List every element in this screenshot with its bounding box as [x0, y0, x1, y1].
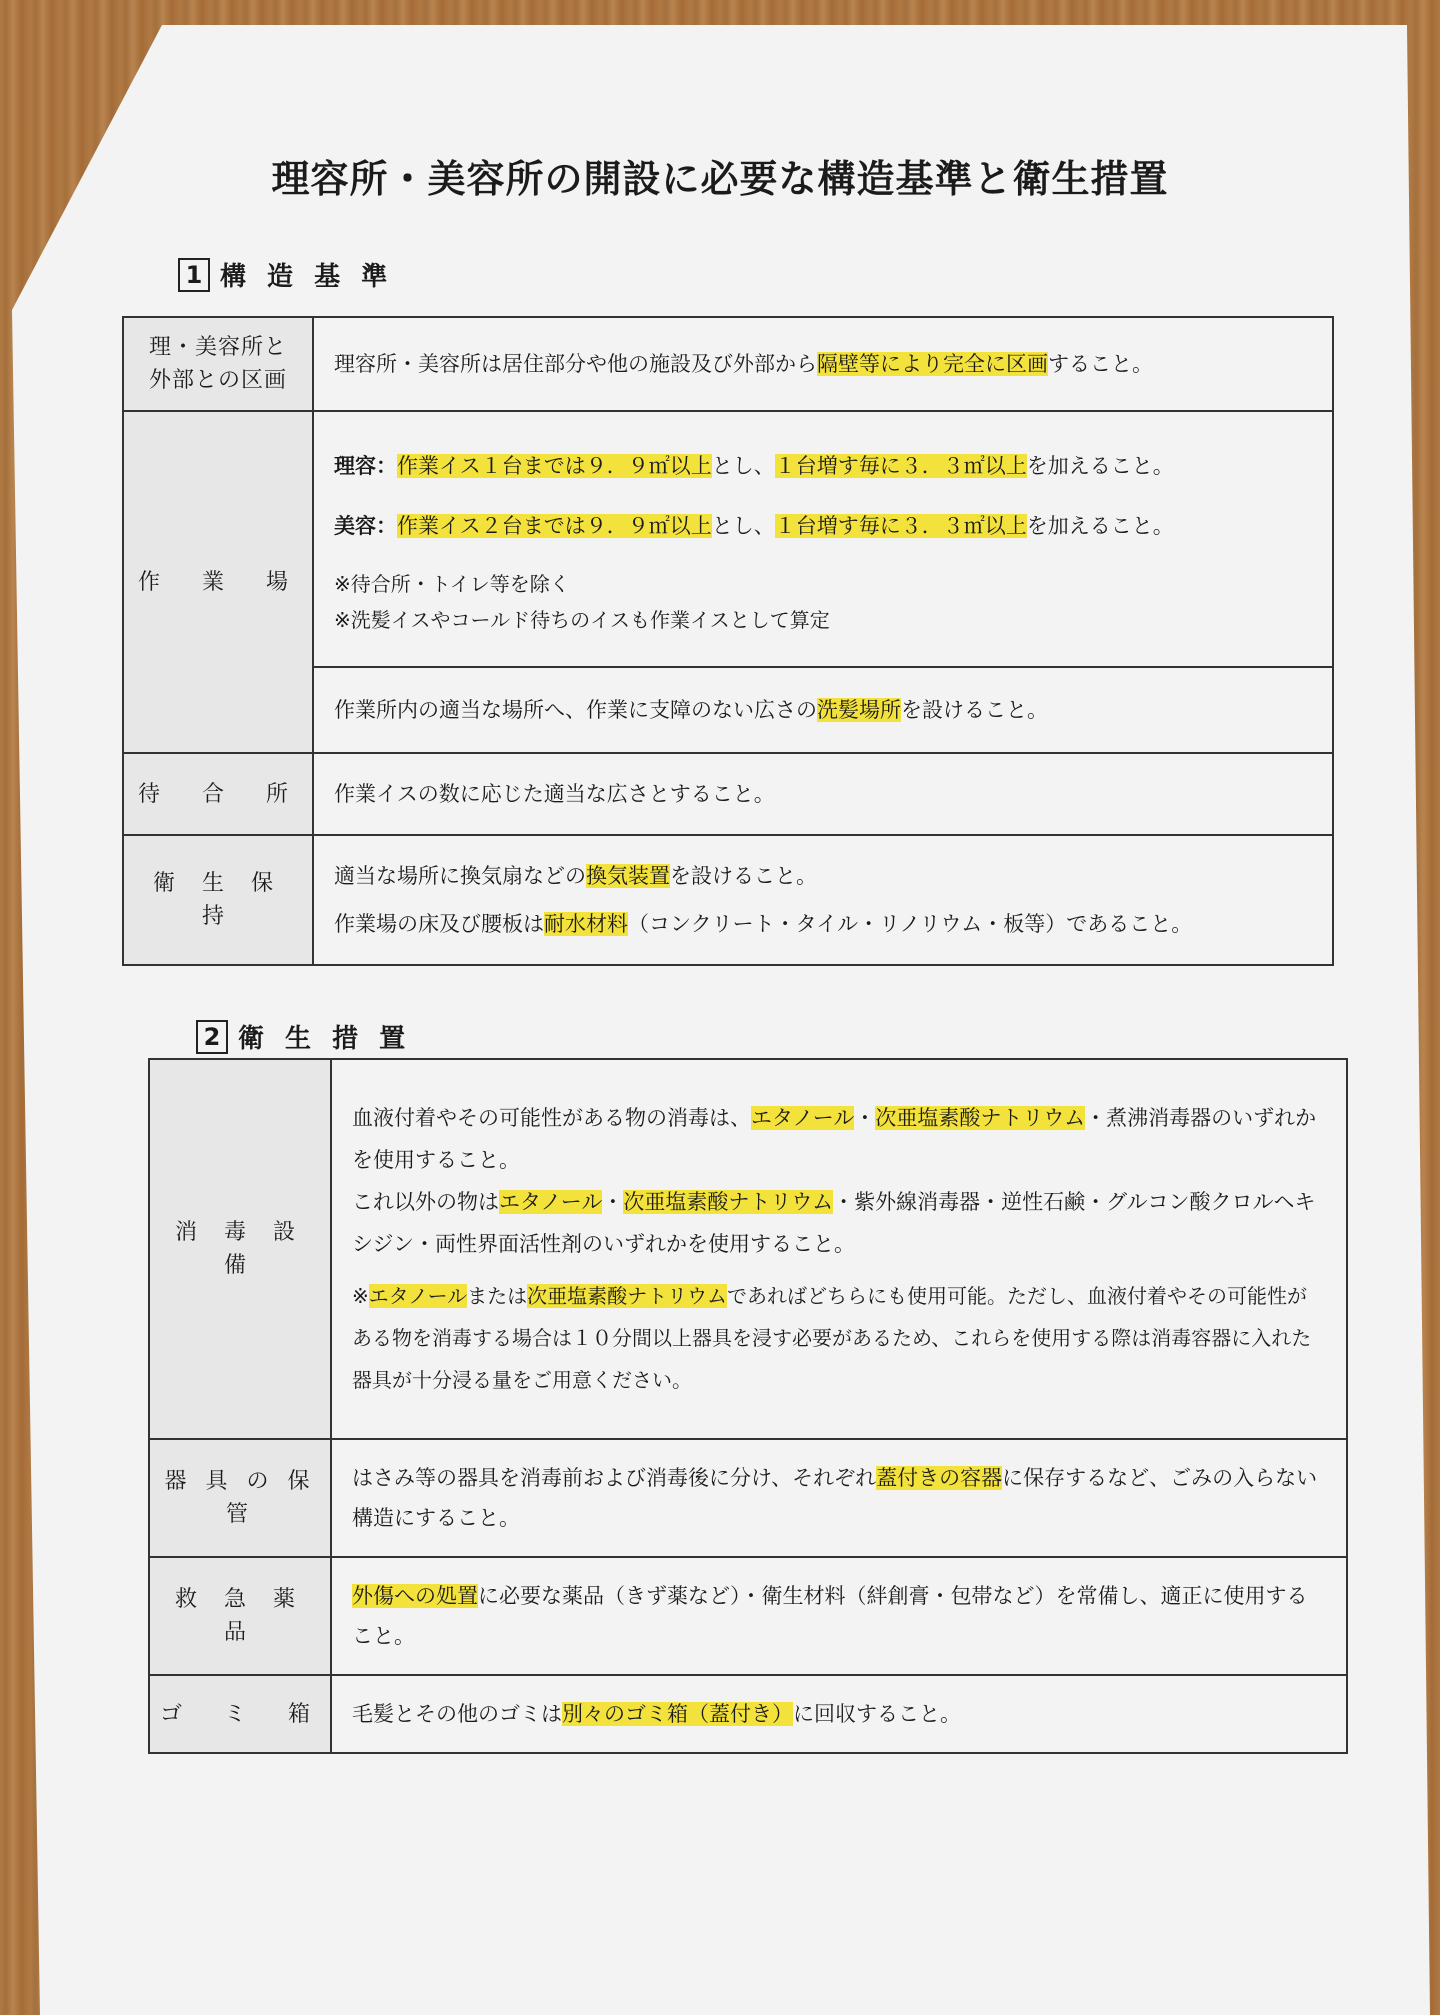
note-excluded-areas: ※待合所・トイレ等を除く [334, 572, 570, 596]
row-label-waiting-area: 待 合 所 [123, 753, 313, 835]
row-label-disinfection: 消 毒 設 備 [149, 1059, 331, 1439]
row-content-tool-storage: はさみ等の器具を消毒前および消毒後に分け、それぞれ蓋付きの容器に保存するなど、ごみの入らない構造にすること。 [331, 1439, 1347, 1557]
table-row [123, 411, 1333, 667]
section1-heading [178, 256, 393, 293]
row-label-trash-bin: ゴ ミ 箱 [149, 1675, 331, 1753]
table-row [149, 1439, 1347, 1557]
hygiene-measures-table [148, 1058, 1348, 1754]
document-title: 理容所・美容所の開設に必要な構造基準と衛生措置 [271, 157, 1169, 201]
row-content-trash-bin: 毛髪とその他のゴミは別々のゴミ箱（蓋付き）に回収すること。 [331, 1675, 1347, 1753]
row-content-partition: 理容所・美容所は居住部分や他の施設及び外部から隔壁等により完全に区画すること。 [313, 317, 1333, 411]
table-row [123, 753, 1333, 835]
row-label-hygiene: 衛 生 保 持 [123, 835, 313, 965]
section2-title: 衛 生 措 置 [238, 1024, 412, 1054]
disinfection-note: ※エタノールまたは次亜塩素酸ナトリウムであればどちらにも使用可能。ただし、血液付着やその可能性がある物を消毒する場合は１０分間以上器具を浸す必要があるため、これらを使用する際は消毒容器に入れた器具が十分浸る量をご用意ください。 [352, 1284, 1312, 1392]
row-content-shampoo-area: 作業所内の適当な場所へ、作業に支障のない広さの洗髪場所を設けること。 [313, 667, 1333, 753]
row-label-first-aid: 救 急 薬 品 [149, 1557, 331, 1675]
disinfection-other: これ以外の物はエタノール・次亜塩素酸ナトリウム・紫外線消毒器・逆性石鹸・グルコン酸クロルヘキシジン・両性界面活性剤のいずれかを使用すること。 [352, 1190, 1316, 1256]
section1-title: 構 造 基 準 [220, 262, 394, 292]
row-content-disinfection [331, 1059, 1347, 1439]
row-content-first-aid: 外傷への処置に必要な薬品（きず薬など）・衛生材料（絆創膏・包帯など）を常備し、適正に使用すること。 [331, 1557, 1347, 1675]
row-label-workspace: 作 業 場 [123, 411, 313, 753]
table-row [149, 1557, 1347, 1675]
section2-heading [196, 1018, 411, 1055]
section2-number: 2 [196, 1020, 228, 1054]
row-content-hygiene: 適当な場所に換気扇などの換気装置を設けること。 作業場の床及び腰板は耐水材料（コンクリート・タイル・リノリウム・板等）であること。 [313, 835, 1333, 965]
highlight: 隔壁等により完全に区画 [817, 352, 1048, 376]
row-content-workspace [313, 411, 1333, 667]
row-label-partition: 理・美容所と 外部との区画 [123, 317, 313, 411]
table-row [149, 1059, 1347, 1439]
table-row [123, 317, 1333, 411]
table-row [149, 1675, 1347, 1753]
barber-requirement: 理容：作業イス１台までは９．９㎡以上とし、１台増す毎に３．３㎡以上を加えること。 [334, 454, 1174, 478]
row-label-tool-storage: 器 具 の 保 管 [149, 1439, 331, 1557]
row-content-waiting-area: 作業イスの数に応じた適当な広さとすること。 [313, 753, 1333, 835]
section1-number: 1 [178, 258, 210, 292]
structure-standards-table [122, 316, 1334, 966]
disinfection-blood: 血液付着やその可能性がある物の消毒は、エタノール・次亜塩素酸ナトリウム・煮沸消毒器のいずれかを使用すること。 [352, 1106, 1317, 1172]
note-chair-count: ※洗髪イスやコールド待ちのイスも作業イスとして算定 [334, 608, 830, 632]
table-row [123, 835, 1333, 965]
beauty-requirement: 美容：作業イス２台までは９．９㎡以上とし、１台増す毎に３．３㎡以上を加えること。 [334, 514, 1174, 538]
